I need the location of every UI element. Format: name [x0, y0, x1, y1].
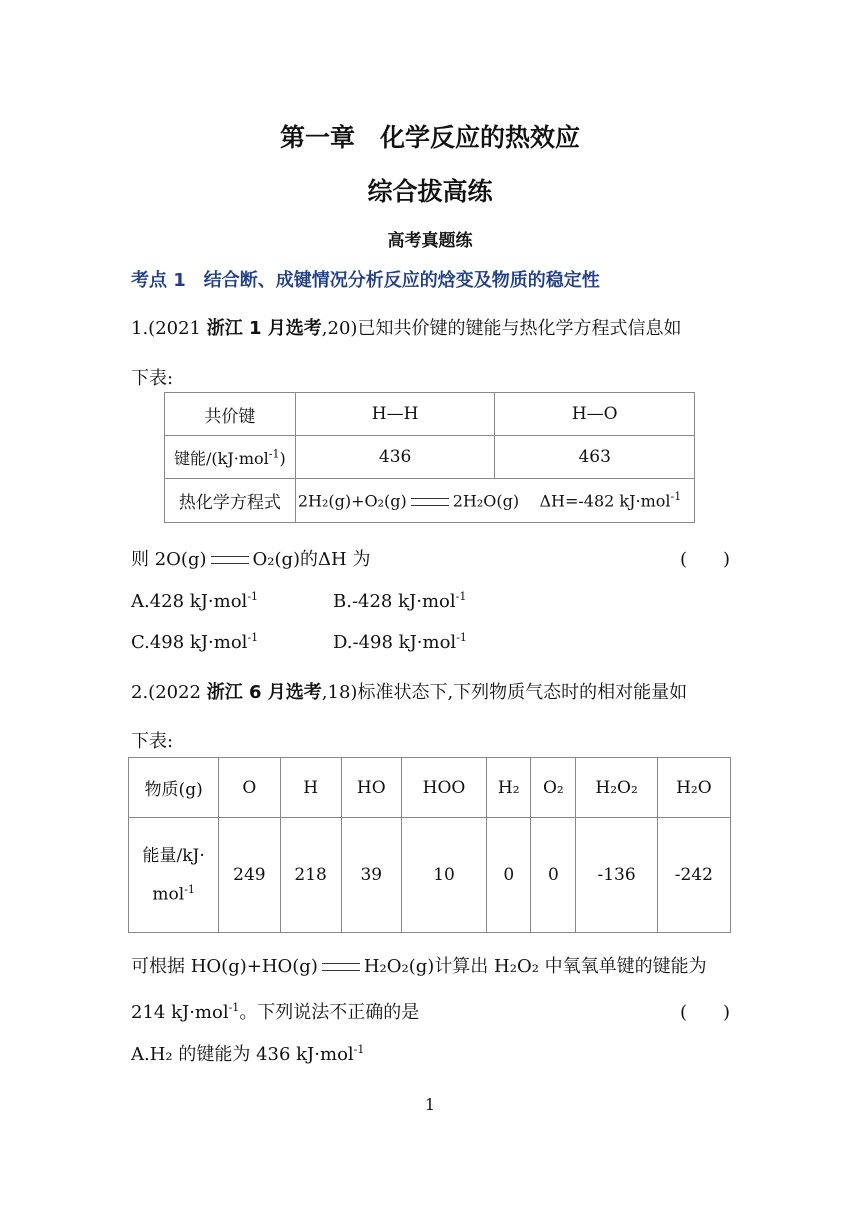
q1-option-c: C.498 kJ·mol$^{-1}$ [131, 631, 259, 653]
q1-cell: 436 [295, 436, 495, 479]
q2-header-cell: H₂O [657, 758, 730, 818]
q2-header-cell: O₂ [531, 758, 576, 818]
q2-header-cell: 物质(g) [129, 758, 219, 818]
q2-option-a: A.H₂ 的键能为 436 kJ·mol$^{-1}$ [131, 1043, 365, 1065]
q2-header-cell: H₂ [487, 758, 531, 818]
q2-energy-cell: 218 [280, 818, 341, 933]
q1-option-d: D.-498 kJ·mol$^{-1}$ [333, 631, 467, 653]
q2-energy-cell: 0 [487, 818, 531, 933]
q2-header-cell: HO [341, 758, 401, 818]
q2-header-cell: O [219, 758, 280, 818]
page-number: 1 [424, 1095, 436, 1114]
q2-energy-cell: 10 [401, 818, 486, 933]
q2-stem-line2: 下表: [131, 731, 174, 752]
q1-stem: 1.(2021 浙江 1 月选考,20)已知共价键的键能与热化学方程式信息如 [131, 318, 682, 339]
q1-cell: 共价键 [165, 393, 296, 436]
q1-cell: 463 [495, 436, 695, 479]
q2-header-cell: H₂O₂ [576, 758, 657, 818]
q1-option-a: A.428 kJ·mol$^{-1}$ [131, 590, 259, 612]
q2-table [128, 757, 731, 933]
q2-energy-cell: 39 [341, 818, 401, 933]
q1-cell: H—H [295, 393, 495, 436]
chapter-title: 第一章 化学反应的热效应 [279, 123, 580, 152]
q1-cell: 热化学方程式 [165, 479, 296, 523]
subtitle: 综合拔高练 [367, 177, 493, 206]
q2-energy-cell: -136 [576, 818, 657, 933]
q1-cell: H—O [495, 393, 695, 436]
q2-stem-line3: 可根据 HO(g)+HO(g) H₂O₂(g)计算出 H₂O₂ 中氧氧单键的键能为 [131, 956, 707, 977]
q2-answer-paren: ( ) [679, 1002, 730, 1023]
q2-energy-cell: -242 [657, 818, 730, 933]
topic-heading: 考点 1 结合断、成键情况分析反应的焓变及物质的稳定性 [131, 270, 600, 291]
q2-energy-cell: 0 [531, 818, 576, 933]
q2-energy-cell: 249 [219, 818, 280, 933]
equals-sign [322, 963, 360, 971]
q1-table [164, 392, 695, 523]
equals-sign [411, 498, 449, 506]
q1-option-b: B.-428 kJ·mol$^{-1}$ [333, 590, 467, 612]
q1-stem-line2: 下表: [131, 368, 174, 389]
section-title: 高考真题练 [387, 231, 473, 251]
q2-header-cell: H [280, 758, 341, 818]
q2-stem-line4: 214 kJ·mol$^{-1}$。下列说法不正确的是 [131, 1001, 420, 1023]
equals-sign [211, 556, 249, 564]
q2-header-cell: HOO [401, 758, 486, 818]
q1-answer-paren: ( ) [679, 549, 730, 570]
q1-cell: 键能/(kJ·mol$^{-1}$) [165, 436, 296, 479]
q1-question: 则 2O(g) O₂(g)的ΔH 为 [131, 549, 371, 570]
q2-energy-label: 能量/kJ· mol$^{-1}$ [129, 818, 219, 933]
q2-stem: 2.(2022 浙江 6 月选考,18)标准状态下,下列物质气态时的相对能量如 [131, 682, 688, 703]
q1-equation-cell: 2H₂(g)+O₂(g) 2H₂O(g) ΔH=-482 kJ·mol$^{-1}$ [295, 479, 694, 523]
